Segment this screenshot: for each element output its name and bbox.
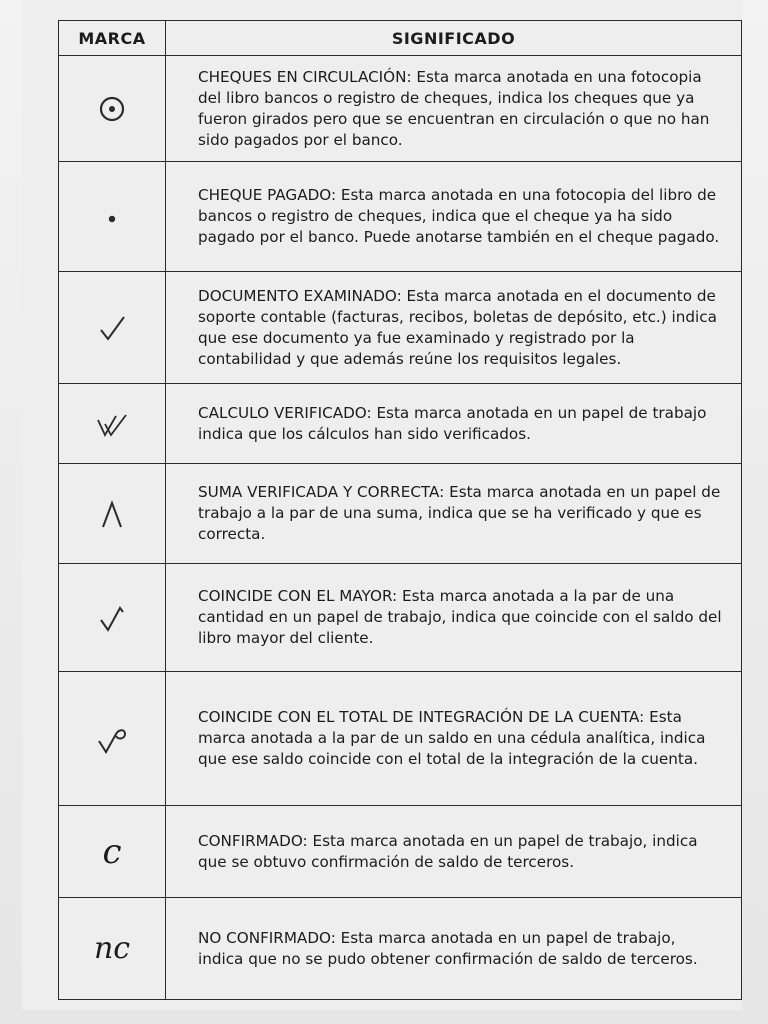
- mark-cell: [59, 672, 166, 806]
- circle-dot-icon: [92, 89, 132, 129]
- mark-description: Esta marca anotada a la par de una cantidad en un papel de trabajo, indica que coincide con el saldo del libro mayor del cliente.: [198, 587, 722, 647]
- mark-cell: [59, 272, 166, 384]
- caret-icon: [92, 494, 132, 534]
- meaning-cell: [166, 672, 742, 806]
- table-row: [59, 898, 742, 1000]
- meaning-cell: [166, 384, 742, 464]
- mark-title: COINCIDE CON EL TOTAL DE INTEGRACIÓN DE LA CUENTA:: [198, 708, 645, 726]
- table-row: [59, 162, 742, 272]
- mark-cell: [59, 564, 166, 672]
- mark-cell: [59, 898, 166, 1000]
- table-header-row: [59, 21, 742, 56]
- table-row: [59, 272, 742, 384]
- letter-c-icon: c: [102, 831, 122, 872]
- mark-cell: [59, 464, 166, 564]
- table-row: [59, 384, 742, 464]
- table-row: [59, 806, 742, 898]
- mark-description: Esta marca anotada a la par de un saldo en una cédula analítica, indica que ese saldo coincide con el total de la integración de la cuenta.: [198, 708, 706, 768]
- mark-title: SUMA VERIFICADA Y CORRECTA:: [198, 483, 445, 501]
- meaning-cell: [166, 898, 742, 1000]
- meaning-cell: [166, 272, 742, 384]
- table-row: [59, 672, 742, 806]
- double-check-icon: [92, 404, 132, 444]
- meaning-cell: [166, 56, 742, 162]
- mark-title: CONFIRMADO:: [198, 831, 308, 850]
- mark-description: Esta marca anotada en el documento de soporte contable (facturas, recibos, boletas de depósito, etc.) indica que ese documento ya fue examinado y registrado por la contabilidad y que además reúne los requisitos legales.: [198, 286, 717, 368]
- document-sheet: [22, 0, 742, 1010]
- meaning-cell: [166, 806, 742, 898]
- table-row: [59, 464, 742, 564]
- mark-title: COINCIDE CON EL MAYOR:: [198, 587, 398, 605]
- mark-description: Esta marca anotada en un papel de trabajo, indica que se obtuvo confirmación de saldo de terceros.: [198, 831, 698, 871]
- mark-description: Esta marca anotada en una fotocopia del libro bancos o registro de cheques, indica los cheques que ya fueron girados pero que se encuentran en circulación o que no han sido pagados por el banco.: [198, 67, 710, 149]
- check-icon: [92, 308, 132, 348]
- meaning-cell: [166, 162, 742, 272]
- mark-title: DOCUMENTO EXAMINADO:: [198, 286, 402, 305]
- header-marca: MARCA: [59, 21, 166, 56]
- mark-cell: [59, 806, 166, 898]
- check-tick-icon: [92, 598, 132, 638]
- table-row: [59, 56, 742, 162]
- mark-title: CALCULO VERIFICADO:: [198, 403, 372, 422]
- mark-cell: [59, 56, 166, 162]
- audit-marks-table: [58, 20, 742, 1000]
- mark-description: Esta marca anotada en un papel de trabajo indica que los cálculos han sido verificados.: [198, 403, 707, 443]
- mark-title: CHEQUE PAGADO:: [198, 186, 337, 204]
- header-significado: SIGNIFICADO: [166, 21, 742, 56]
- mark-description: Esta marca anotada en un papel de trabajo a la par de una suma, indica que se ha verificado y que es correcta.: [198, 483, 721, 543]
- mark-description: Esta marca anotada en un papel de trabajo, indica que no se pudo obtener confirmación de saldo de terceros.: [198, 928, 698, 968]
- mark-title: CHEQUES EN CIRCULACIÓN:: [198, 67, 412, 86]
- mark-cell: [59, 162, 166, 272]
- mark-description: Esta marca anotada en una fotocopia del libro de bancos o registro de cheques, indica que el cheque ya ha sido pagado por el banco. Puede anotarse también en el cheque pagado.: [198, 186, 720, 246]
- meaning-cell: [166, 464, 742, 564]
- table-row: [59, 564, 742, 672]
- meaning-cell: [166, 564, 742, 672]
- check-loop-icon: [92, 719, 132, 759]
- dot-icon: [92, 197, 132, 237]
- letters-nc-icon: nc: [93, 931, 131, 966]
- mark-title: NO CONFIRMADO:: [198, 928, 336, 947]
- mark-cell: [59, 384, 166, 464]
